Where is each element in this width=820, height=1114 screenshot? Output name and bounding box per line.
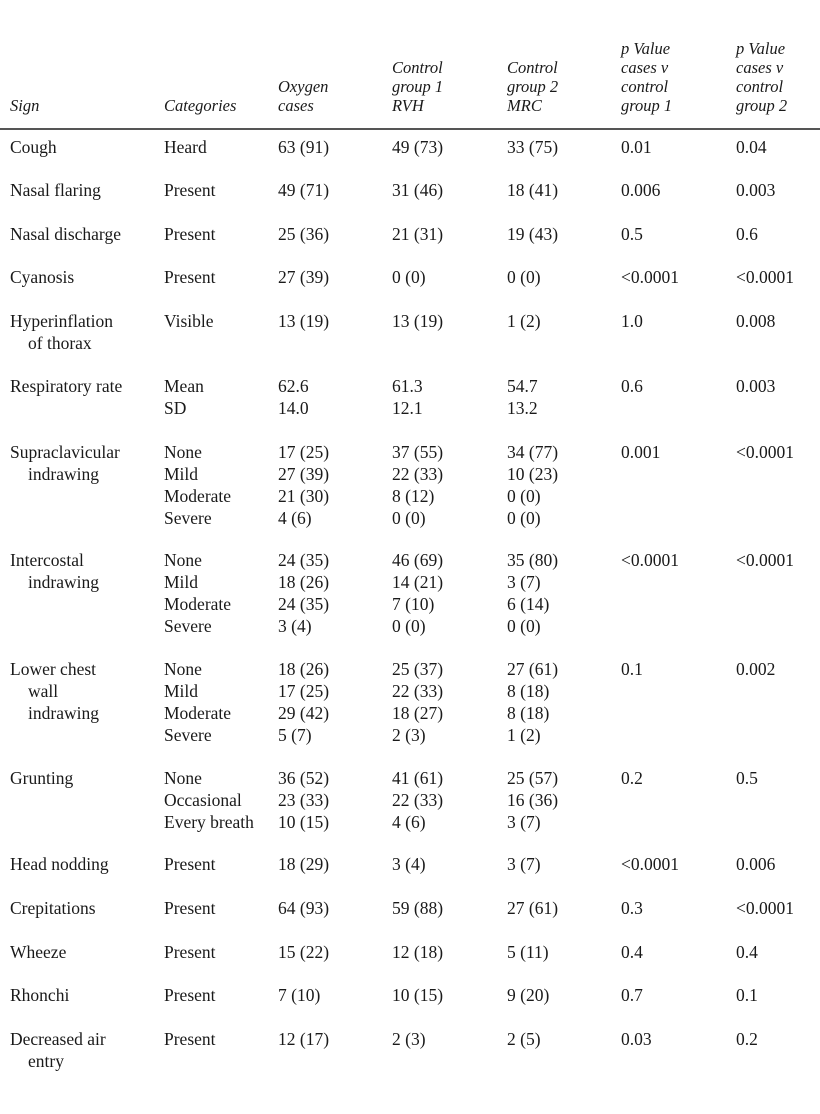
cell-categories xyxy=(164,375,204,419)
cell-control1-line: 37 (55) xyxy=(392,442,444,462)
cell-control1-line: 7 (10) xyxy=(392,594,435,614)
header-categories-line: Categories xyxy=(164,96,237,115)
cell-control1-line: 0 (0) xyxy=(392,267,426,287)
cell-control1-line: 31 (46) xyxy=(392,180,444,200)
cell-control2 xyxy=(507,441,558,529)
cell-oxygen-line: 4 (6) xyxy=(278,508,312,528)
cell-p1 xyxy=(621,853,679,875)
cell-control2-line: 0 (0) xyxy=(507,267,541,287)
cell-p2 xyxy=(736,1028,758,1050)
cell-p1-value: <0.0001 xyxy=(621,550,679,570)
cell-categories xyxy=(164,266,216,288)
cell-oxygen-line: 64 (93) xyxy=(278,898,330,918)
cell-control1 xyxy=(392,310,443,332)
cell-control1-line: 13 (19) xyxy=(392,311,444,331)
cell-sign-line: of thorax xyxy=(28,333,92,353)
cell-sign-line: Nasal discharge xyxy=(10,224,121,244)
header-p2 xyxy=(736,39,787,115)
cell-control1-line: 10 (15) xyxy=(392,985,444,1005)
cell-sign xyxy=(10,984,69,1006)
cell-categories-line: Present xyxy=(164,854,216,874)
cell-p2-value: <0.0001 xyxy=(736,550,794,570)
cell-control1 xyxy=(392,941,443,963)
cell-p2-value: 0.008 xyxy=(736,311,776,331)
cell-p1 xyxy=(621,941,643,963)
cell-sign xyxy=(10,853,109,875)
cell-p1-value: 0.1 xyxy=(621,659,643,679)
cell-categories-line: None xyxy=(164,768,202,788)
cell-oxygen-line: 18 (26) xyxy=(278,572,330,592)
header-p1-line: group 1 xyxy=(621,96,673,115)
cell-p1 xyxy=(621,223,643,245)
header-p2-line: cases v xyxy=(736,58,784,77)
cell-oxygen xyxy=(278,767,329,833)
cell-control2-line: 54.7 xyxy=(507,376,538,396)
cell-p1-value: 0.006 xyxy=(621,180,661,200)
cell-control2-line: 19 (43) xyxy=(507,224,559,244)
cell-sign-line: wall xyxy=(28,681,59,701)
cell-categories xyxy=(164,897,216,919)
cell-control1 xyxy=(392,853,426,875)
cell-p2 xyxy=(736,223,758,245)
cell-control2-line: 3 (7) xyxy=(507,854,541,874)
cell-control2-line: 27 (61) xyxy=(507,659,559,679)
cell-oxygen-line: 3 (4) xyxy=(278,616,312,636)
cell-control2-line: 0 (0) xyxy=(507,508,541,528)
cell-sign xyxy=(10,223,121,245)
cell-oxygen-line: 18 (26) xyxy=(278,659,330,679)
cell-categories-line: None xyxy=(164,550,202,570)
cell-oxygen-line: 15 (22) xyxy=(278,942,330,962)
cell-control1 xyxy=(392,223,443,245)
cell-control2-line: 34 (77) xyxy=(507,442,559,462)
cell-categories xyxy=(164,136,207,158)
header-sign-line: Sign xyxy=(10,96,40,115)
cell-sign xyxy=(10,549,99,593)
cell-sign-line: Grunting xyxy=(10,768,74,788)
header-control2-line: MRC xyxy=(507,96,542,115)
cell-p1-value: <0.0001 xyxy=(621,854,679,874)
cell-oxygen xyxy=(278,136,329,158)
cell-control2 xyxy=(507,853,541,875)
header-control1-line: RVH xyxy=(392,96,424,115)
cell-categories-line: Present xyxy=(164,898,216,918)
cell-p1 xyxy=(621,375,643,397)
header-categories xyxy=(164,96,236,115)
cell-p2-value: <0.0001 xyxy=(736,442,794,462)
cell-control2-line: 13.2 xyxy=(507,398,538,418)
cell-control1-line: 46 (69) xyxy=(392,550,444,570)
cell-p2-value: 0.002 xyxy=(736,659,776,679)
header-oxygen xyxy=(278,77,328,115)
cell-sign-line: Cough xyxy=(10,137,57,157)
cell-oxygen-line: 63 (91) xyxy=(278,137,330,157)
cell-control1-line: 3 (4) xyxy=(392,854,426,874)
cell-categories-line: Present xyxy=(164,180,216,200)
cell-sign xyxy=(10,1028,106,1072)
cell-control1 xyxy=(392,1028,426,1050)
cell-control1-line: 8 (12) xyxy=(392,486,435,506)
cell-oxygen-line: 17 (25) xyxy=(278,681,330,701)
cell-oxygen xyxy=(278,266,329,288)
cell-control2 xyxy=(507,1028,541,1050)
cell-oxygen-line: 49 (71) xyxy=(278,180,330,200)
header-control2 xyxy=(507,58,558,115)
cell-control1 xyxy=(392,658,443,746)
cell-sign-line: Rhonchi xyxy=(10,985,70,1005)
cell-control1-line: 49 (73) xyxy=(392,137,444,157)
cell-sign-line: Nasal flaring xyxy=(10,180,101,200)
cell-sign-line: indrawing xyxy=(28,572,99,592)
cell-categories-line: Present xyxy=(164,985,216,1005)
cell-control1-line: 21 (31) xyxy=(392,224,444,244)
cell-control2-line: 1 (2) xyxy=(507,725,541,745)
cell-p1 xyxy=(621,658,643,680)
cell-categories xyxy=(164,853,216,875)
cell-oxygen-line: 27 (39) xyxy=(278,464,330,484)
cell-p1-value: 0.7 xyxy=(621,985,643,1005)
cell-categories-line: SD xyxy=(164,398,187,418)
cell-p2-value: 0.04 xyxy=(736,137,767,157)
cell-sign-line: Crepitations xyxy=(10,898,96,918)
cell-sign-line: Respiratory rate xyxy=(10,376,123,396)
header-oxygen-line: Oxygen xyxy=(278,77,329,96)
cell-categories xyxy=(164,1028,216,1050)
cell-control1 xyxy=(392,441,443,529)
cell-p2 xyxy=(736,441,794,463)
cell-p1-value: 0.03 xyxy=(621,1029,652,1049)
cell-categories-line: Occasional xyxy=(164,790,242,810)
cell-p2-value: <0.0001 xyxy=(736,898,794,918)
header-p2-line: group 2 xyxy=(736,96,788,115)
cell-sign-line: Intercostal xyxy=(10,550,84,570)
cell-sign-line: Supraclavicular xyxy=(10,442,120,462)
cell-control1 xyxy=(392,179,443,201)
cell-sign xyxy=(10,310,113,354)
cell-sign-line: Lower chest xyxy=(10,659,97,679)
cell-categories-line: Every breath xyxy=(164,812,254,832)
header-control1 xyxy=(392,58,443,115)
cell-control1 xyxy=(392,767,443,833)
header-p1-line: p Value xyxy=(621,39,671,58)
cell-control2-line: 8 (18) xyxy=(507,681,550,701)
cell-sign xyxy=(10,441,120,485)
header-p1 xyxy=(621,39,672,115)
cell-control2-line: 1 (2) xyxy=(507,311,541,331)
cell-sign-line: entry xyxy=(28,1051,64,1071)
cell-control2-line: 33 (75) xyxy=(507,137,559,157)
cell-p1 xyxy=(621,310,643,332)
cell-control1-line: 22 (33) xyxy=(392,790,444,810)
cell-categories xyxy=(164,310,214,332)
cell-sign-line: Decreased air xyxy=(10,1029,106,1049)
cell-sign xyxy=(10,179,101,201)
cell-categories-line: Mild xyxy=(164,572,199,592)
cell-control2 xyxy=(507,941,549,963)
cell-oxygen xyxy=(278,853,329,875)
cell-control1 xyxy=(392,375,423,419)
cell-sign-line: Cyanosis xyxy=(10,267,75,287)
cell-p2 xyxy=(736,549,794,571)
header-rule xyxy=(0,128,820,130)
cell-p1-value: 0.6 xyxy=(621,376,643,396)
cell-p2-value: 0.2 xyxy=(736,1029,758,1049)
cell-control2 xyxy=(507,266,541,288)
cell-control2-line: 27 (61) xyxy=(507,898,559,918)
cell-categories-line: Mean xyxy=(164,376,204,396)
table-header xyxy=(0,0,820,130)
cell-oxygen xyxy=(278,941,329,963)
cell-categories xyxy=(164,984,216,1006)
header-p1-line: cases v xyxy=(621,58,669,77)
cell-oxygen-line: 25 (36) xyxy=(278,224,330,244)
cell-control1-line: 12.1 xyxy=(392,398,423,418)
cell-p2-value: 0.006 xyxy=(736,854,776,874)
cell-control2 xyxy=(507,179,558,201)
cell-categories-line: Severe xyxy=(164,508,212,528)
cell-control2 xyxy=(507,136,558,158)
cell-p2 xyxy=(736,310,775,332)
cell-oxygen xyxy=(278,310,329,332)
cell-control2-line: 6 (14) xyxy=(507,594,550,614)
cell-control2-line: 18 (41) xyxy=(507,180,559,200)
cell-categories-line: Present xyxy=(164,267,216,287)
cell-categories-line: None xyxy=(164,659,202,679)
cell-categories-line: Present xyxy=(164,1029,216,1049)
cell-control2-line: 0 (0) xyxy=(507,486,541,506)
cell-categories-line: None xyxy=(164,442,202,462)
header-oxygen-line: cases xyxy=(278,96,314,115)
cell-p2 xyxy=(736,658,775,680)
cell-categories-line: Present xyxy=(164,224,216,244)
cell-control2-line: 5 (11) xyxy=(507,942,549,962)
cell-p2 xyxy=(736,941,758,963)
header-control1-line: group 1 xyxy=(392,77,444,96)
cell-control1-line: 0 (0) xyxy=(392,616,426,636)
cell-categories xyxy=(164,441,231,529)
cell-sign-line: indrawing xyxy=(28,464,99,484)
cell-oxygen-line: 24 (35) xyxy=(278,594,330,614)
cell-control2-line: 2 (5) xyxy=(507,1029,541,1049)
header-sign xyxy=(10,96,39,115)
cell-control2 xyxy=(507,767,558,833)
cell-control1-line: 4 (6) xyxy=(392,812,426,832)
cell-sign xyxy=(10,136,57,158)
cell-control2-line: 3 (7) xyxy=(507,572,541,592)
cell-sign-line: Wheeze xyxy=(10,942,67,962)
cell-p2-value: 0.003 xyxy=(736,376,776,396)
cell-p1 xyxy=(621,984,643,1006)
cell-categories-line: Severe xyxy=(164,725,212,745)
cell-control2-line: 0 (0) xyxy=(507,616,541,636)
cell-sign xyxy=(10,375,122,397)
cell-control1-line: 18 (27) xyxy=(392,703,444,723)
cell-p2 xyxy=(736,897,794,919)
cell-p2-value: 0.1 xyxy=(736,985,758,1005)
cell-oxygen xyxy=(278,375,309,419)
cell-oxygen-line: 23 (33) xyxy=(278,790,330,810)
cell-p2 xyxy=(736,984,758,1006)
cell-control2 xyxy=(507,658,558,746)
cell-control1-line: 25 (37) xyxy=(392,659,444,679)
cell-p1-value: 0.3 xyxy=(621,898,643,918)
cell-oxygen xyxy=(278,1028,329,1050)
cell-p1-value: 0.01 xyxy=(621,137,652,157)
cell-p2 xyxy=(736,767,758,789)
cell-categories xyxy=(164,179,216,201)
cell-p1-value: 0.001 xyxy=(621,442,661,462)
cell-control1-line: 0 (0) xyxy=(392,508,426,528)
cell-p2-value: 0.5 xyxy=(736,768,758,788)
cell-control1-line: 12 (18) xyxy=(392,942,444,962)
cell-sign-line: Head nodding xyxy=(10,854,109,874)
cell-control1-line: 2 (3) xyxy=(392,725,426,745)
cell-categories-line: Mild xyxy=(164,681,199,701)
cell-p2-value: 0.6 xyxy=(736,224,758,244)
cell-p1-value: 1.0 xyxy=(621,311,643,331)
cell-categories-line: Heard xyxy=(164,137,207,157)
cell-control2-line: 10 (23) xyxy=(507,464,559,484)
cell-p1-value: 0.2 xyxy=(621,768,643,788)
cell-categories-line: Mild xyxy=(164,464,199,484)
cell-oxygen xyxy=(278,441,329,529)
cell-control2-line: 25 (57) xyxy=(507,768,559,788)
cell-p2 xyxy=(736,136,767,158)
cell-sign-line: indrawing xyxy=(28,703,99,723)
cell-oxygen xyxy=(278,223,329,245)
cell-categories-line: Severe xyxy=(164,616,212,636)
cell-oxygen-line: 36 (52) xyxy=(278,768,330,788)
cell-p2 xyxy=(736,375,775,397)
cell-categories xyxy=(164,658,231,746)
cell-control2 xyxy=(507,310,541,332)
cell-oxygen xyxy=(278,984,320,1006)
cell-oxygen-line: 29 (42) xyxy=(278,703,330,723)
cell-control1 xyxy=(392,136,443,158)
cell-control1 xyxy=(392,549,443,637)
cell-p1 xyxy=(621,1028,652,1050)
cell-oxygen-line: 13 (19) xyxy=(278,311,330,331)
cell-p1 xyxy=(621,897,643,919)
cell-control1-line: 14 (21) xyxy=(392,572,444,592)
cell-oxygen-line: 17 (25) xyxy=(278,442,330,462)
cell-control2 xyxy=(507,223,558,245)
cell-control1-line: 41 (61) xyxy=(392,768,444,788)
cell-oxygen-line: 27 (39) xyxy=(278,267,330,287)
cell-categories xyxy=(164,549,231,637)
cell-categories-line: Visible xyxy=(164,311,214,331)
cell-categories-line: Moderate xyxy=(164,594,232,614)
cell-sign xyxy=(10,658,99,724)
cell-control1 xyxy=(392,984,443,1006)
cell-control1-line: 2 (3) xyxy=(392,1029,426,1049)
cell-p1-value: 0.4 xyxy=(621,942,643,962)
cell-p2-value: 0.003 xyxy=(736,180,776,200)
cell-control2 xyxy=(507,549,558,637)
cell-control1-line: 22 (33) xyxy=(392,464,444,484)
cell-control2-line: 16 (36) xyxy=(507,790,559,810)
cell-oxygen xyxy=(278,179,329,201)
cell-oxygen xyxy=(278,658,329,746)
header-p2-line: control xyxy=(736,77,784,96)
cell-p2 xyxy=(736,266,794,288)
header-control2-line: group 2 xyxy=(507,77,559,96)
cell-control1-line: 61.3 xyxy=(392,376,423,396)
cell-control1-line: 59 (88) xyxy=(392,898,444,918)
cell-oxygen xyxy=(278,897,329,919)
cell-p2 xyxy=(736,853,775,875)
cell-categories-line: Moderate xyxy=(164,703,232,723)
cell-categories xyxy=(164,767,254,833)
cell-oxygen-line: 24 (35) xyxy=(278,550,330,570)
cell-control2 xyxy=(507,984,549,1006)
cell-oxygen-line: 10 (15) xyxy=(278,812,330,832)
cell-oxygen-line: 21 (30) xyxy=(278,486,330,506)
cell-oxygen xyxy=(278,549,329,637)
cell-p1 xyxy=(621,266,679,288)
cell-categories-line: Moderate xyxy=(164,486,232,506)
cell-control1 xyxy=(392,266,426,288)
header-p1-line: control xyxy=(621,77,669,96)
cell-p2-value: 0.4 xyxy=(736,942,758,962)
cell-oxygen-line: 12 (17) xyxy=(278,1029,330,1049)
header-control2-line: Control xyxy=(507,58,558,77)
cell-control2-line: 35 (80) xyxy=(507,550,559,570)
cell-control2-line: 9 (20) xyxy=(507,985,550,1005)
cell-p2-value: <0.0001 xyxy=(736,267,794,287)
cell-categories xyxy=(164,223,216,245)
header-p2-line: p Value xyxy=(736,39,786,58)
cell-p1-value: <0.0001 xyxy=(621,267,679,287)
cell-categories xyxy=(164,941,216,963)
cell-p1 xyxy=(621,767,643,789)
cell-p1 xyxy=(621,179,660,201)
cell-p1-value: 0.5 xyxy=(621,224,643,244)
cell-sign xyxy=(10,767,73,789)
cell-oxygen-line: 14.0 xyxy=(278,398,309,418)
cell-sign-line: Hyperinflation xyxy=(10,311,114,331)
cell-oxygen-line: 5 (7) xyxy=(278,725,312,745)
cell-oxygen-line: 18 (29) xyxy=(278,854,330,874)
cell-categories-line: Present xyxy=(164,942,216,962)
cell-control2 xyxy=(507,375,538,419)
cell-control2-line: 8 (18) xyxy=(507,703,550,723)
cell-sign xyxy=(10,897,96,919)
cell-control1 xyxy=(392,897,443,919)
cell-control2-line: 3 (7) xyxy=(507,812,541,832)
cell-oxygen-line: 7 (10) xyxy=(278,985,321,1005)
header-control1-line: Control xyxy=(392,58,443,77)
cell-sign xyxy=(10,941,66,963)
cell-control2 xyxy=(507,897,558,919)
cell-sign xyxy=(10,266,74,288)
cell-p1 xyxy=(621,136,652,158)
cell-control1-line: 22 (33) xyxy=(392,681,444,701)
cell-p1 xyxy=(621,549,679,571)
cell-oxygen-line: 62.6 xyxy=(278,376,309,396)
cell-p1 xyxy=(621,441,660,463)
cell-p2 xyxy=(736,179,775,201)
